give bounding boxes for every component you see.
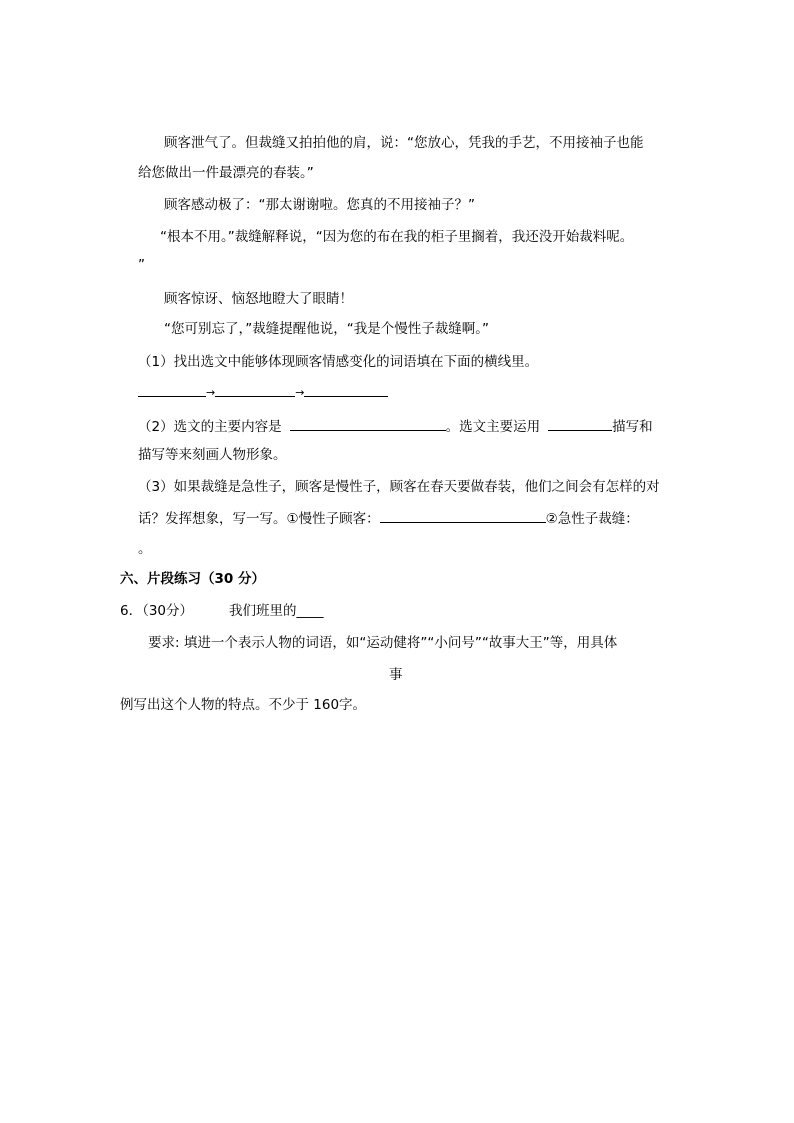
question-3-line-1: （3）如果裁缝是急性子，顾客是慢性子，顾客在春天要做春装，他们之间会有怎样的对: [138, 479, 660, 495]
answer-blank-2[interactable]: [215, 382, 295, 397]
question-1-answer-row: [138, 382, 388, 402]
question-2-text: 。选文主要运用: [445, 419, 541, 435]
question-1: （1）找出选文中能够体现顾客情感变化的词语填在下面的横线里。: [138, 354, 539, 370]
answer-blank-3[interactable]: [304, 382, 388, 397]
passage-paragraph-3-line-2: ”: [138, 257, 145, 273]
question-2-text-2: 描写和: [612, 419, 653, 435]
passage-paragraph-1-line-2: 给您做出一件最漂亮的春装。”: [138, 165, 314, 181]
passage-paragraph-4: 顾客惊讶、恼怒地瞪大了眼睛！: [164, 291, 353, 307]
question-2-line-2: 描写等来刻画人物形象。: [138, 447, 287, 463]
question-6-title: 我们班里的____: [229, 603, 324, 619]
question-2-label: （2）选文的主要内容是: [138, 419, 282, 435]
passage-paragraph-1-line-1: 顾客泄气了。但裁缝又拍拍他的肩，说：“您放心，凭我的手艺，不用接袖子也能: [164, 135, 644, 151]
question-6-number: 6．（30分）: [120, 603, 194, 619]
question-3-prompt-2: ②急性子裁缝：: [545, 511, 639, 527]
question-6-requirement-line-2: 事: [389, 667, 403, 683]
question-6-requirement-line-3: 例写出这个人物的特点。不少于 160字。: [120, 697, 367, 713]
question-3-line-3: 。: [138, 541, 152, 557]
main-content-blank[interactable]: [290, 416, 446, 431]
arrow-icon: →: [206, 386, 216, 399]
answer-blank-1[interactable]: [138, 382, 206, 397]
question-2-line-1: [138, 416, 653, 436]
slow-customer-blank[interactable]: [380, 508, 546, 523]
question-3-line-2: [138, 508, 639, 528]
arrow-icon: →: [295, 386, 305, 399]
section-6-heading: 六、片段练习（30 分）: [120, 571, 265, 587]
passage-paragraph-3-line-1: “根本不用。”裁缝解释说，“因为您的布在我的柜子里搁着，我还没开始裁料呢。: [160, 229, 634, 245]
passage-paragraph-5: “您可别忘了，”裁缝提醒他说，“我是个慢性子裁缝啊。”: [164, 321, 489, 337]
question-6-requirement-line-1: 要求: 填进一个表示人物的词语，如“运动健将”“小问号”“故事大王”等，用具体: [148, 635, 618, 651]
passage-paragraph-2: 顾客感动极了：“那太谢谢啦。您真的不用接袖子？”: [164, 197, 475, 213]
question-3-prompt: 话？发挥想象，写一写。①慢性子顾客：: [138, 511, 380, 527]
description-type-blank[interactable]: [548, 416, 612, 431]
